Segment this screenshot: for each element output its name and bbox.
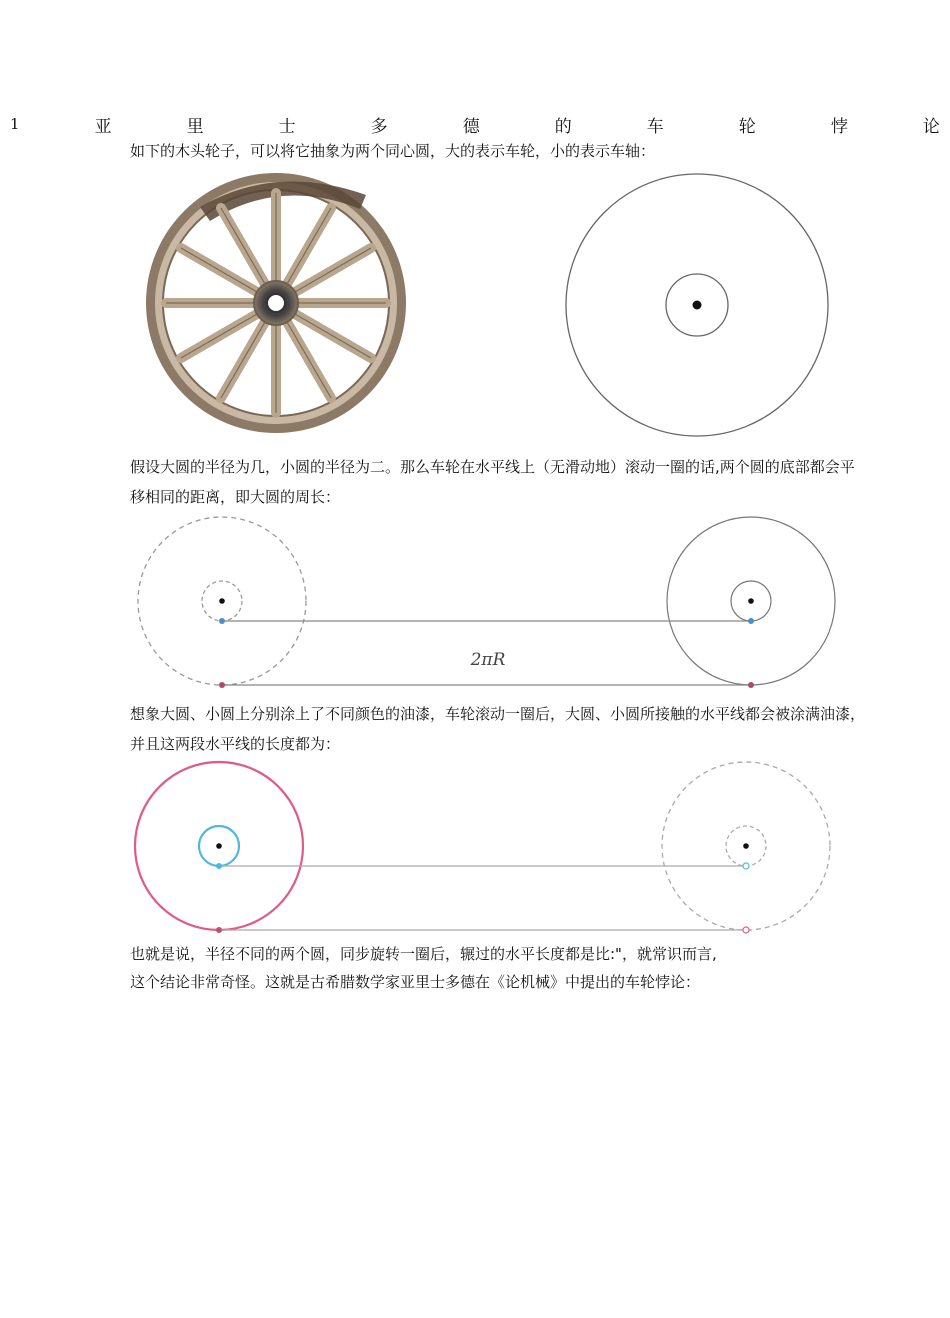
title-char: 论 (922, 116, 940, 137)
title-char: 车 (646, 116, 664, 137)
painted-end-circles (662, 762, 830, 930)
title-char: 亚 (94, 116, 112, 137)
title-char: 德 (462, 116, 480, 137)
section-number: 1 (10, 115, 20, 133)
rolling-paragraph: 假设大圆的半径为几，小圆的半径为二。那么车轮在水平线上（无滑动地）滚动一圈的话,两个圆的底部都会平 移相同的距离，即大圆的周长： (130, 458, 855, 506)
conclusion-paragraph: 也就是说，半径不同的两个圆，同步旋转一圈后，辗过的水平长度都是比:"，就常识而言, 这个结论非常奇怪。这就是古希腊数学家亚里士多德在《论机械》中提出的车轮悖论： (130, 945, 717, 991)
figure-painted (130, 755, 850, 940)
intro-paragraph: 如下的木头轮子，可以将它抽象为两个同心圆，大的表示车轮，小的表示车轴： (130, 142, 656, 160)
circumference-formula: 2πR (470, 650, 506, 670)
red-contact-point (219, 682, 225, 688)
blue-contact-point (216, 863, 222, 869)
concentric-circles-abstraction (566, 174, 828, 436)
end-position-circles (667, 517, 835, 685)
red-contact-point (743, 927, 749, 933)
blue-contact-point (748, 618, 754, 624)
paint-paragraph: 想象大圆、小圆上分别涂上了不同颜色的油漆，车轮滚动一圈后，大圆、小圆所接触的水平线都会被涂满油漆， 并且这两段水平线的长度都为： (130, 705, 866, 753)
title-char: 的 (554, 116, 572, 137)
blue-contact-point (743, 863, 749, 869)
red-contact-point (216, 927, 222, 933)
red-contact-point (748, 682, 754, 688)
title-char: 士 (278, 116, 296, 137)
wooden-wheel-illustration (146, 173, 406, 433)
painted-start-circles (135, 762, 303, 930)
blue-contact-point (219, 618, 225, 624)
section-heading (10, 112, 940, 136)
figure-rolling (130, 510, 850, 695)
title-char: 多 (370, 116, 388, 137)
figure-wheel (130, 165, 850, 445)
start-position-circles (138, 517, 306, 685)
title-char: 悖 (830, 116, 848, 137)
title-char: 里 (186, 116, 204, 137)
title-char: 轮 (738, 116, 756, 137)
